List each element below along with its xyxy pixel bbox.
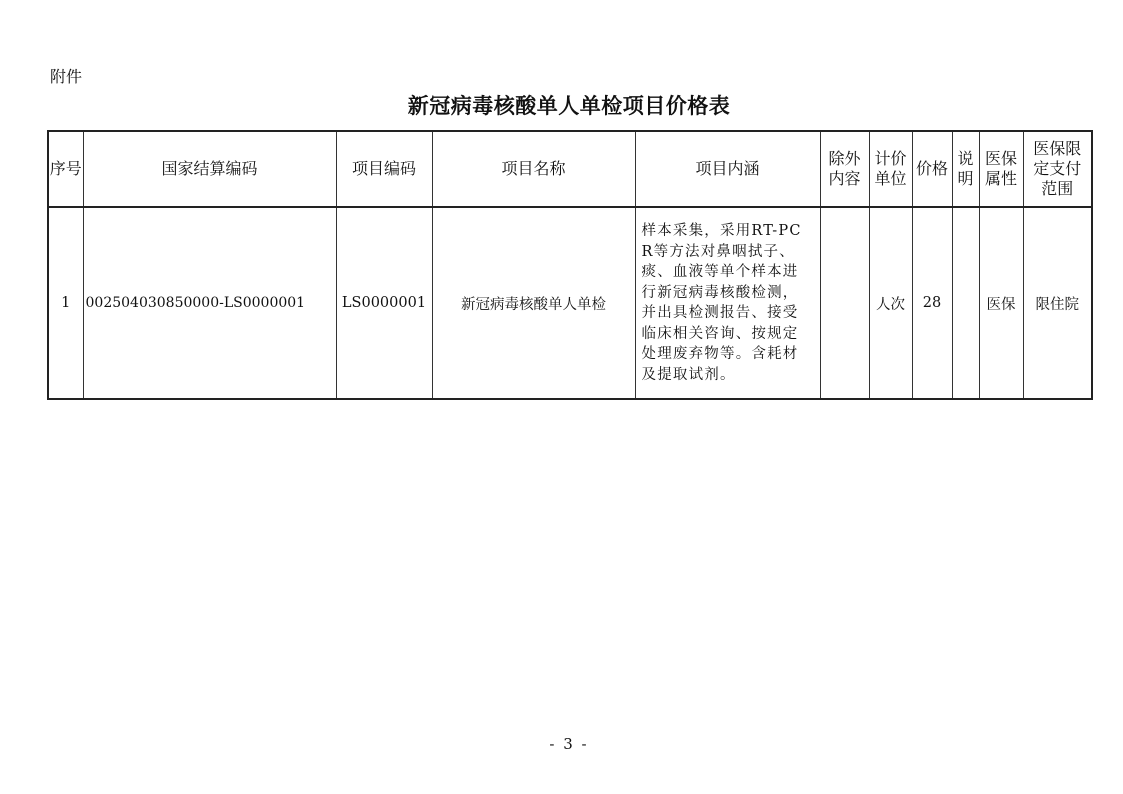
- header-item-name: 项目名称: [432, 131, 635, 207]
- header-insurance-attr: 医保属性: [979, 131, 1023, 207]
- cell-item-content: 样本采集，采用RT-PCR等方法对鼻咽拭子、痰、血液等单个样本进行新冠病毒核酸检测，并出具检测报告、接受临床相关咨询、按规定处理废弃物等。含耗材及提取试剂。: [635, 207, 820, 399]
- header-seq: 序号: [48, 131, 83, 207]
- header-note: 说明: [952, 131, 979, 207]
- table-header-row: [48, 131, 1092, 207]
- header-item-content: 项目内涵: [635, 131, 820, 207]
- header-insurance-limit: 医保限定支付范围: [1023, 131, 1092, 207]
- price-table: [47, 130, 1093, 400]
- cell-national-code: 002504030850000-LS0000001: [83, 207, 336, 399]
- cell-item-code: LS0000001: [336, 207, 432, 399]
- cell-seq: 1: [48, 207, 83, 399]
- page-number: - 3 -: [549, 735, 589, 753]
- cell-note: [952, 207, 979, 399]
- page-title: 新冠病毒核酸单人单检项目价格表: [407, 93, 731, 118]
- header-unit: 计价单位: [869, 131, 912, 207]
- cell-insurance-attr: 医保: [979, 207, 1023, 399]
- header-price: 价格: [912, 131, 952, 207]
- header-excluded-content: 除外内容: [820, 131, 869, 207]
- header-item-code: 项目编码: [336, 131, 432, 207]
- table-row: [48, 207, 1092, 399]
- cell-price: 28: [912, 207, 952, 399]
- cell-item-name: 新冠病毒核酸单人单检: [432, 207, 635, 399]
- attachment-label: 附件: [50, 67, 83, 86]
- cell-excluded-content: [820, 207, 869, 399]
- cell-unit: 人次: [869, 207, 912, 399]
- header-national-code: 国家结算编码: [83, 131, 336, 207]
- cell-insurance-limit: 限住院: [1023, 207, 1092, 399]
